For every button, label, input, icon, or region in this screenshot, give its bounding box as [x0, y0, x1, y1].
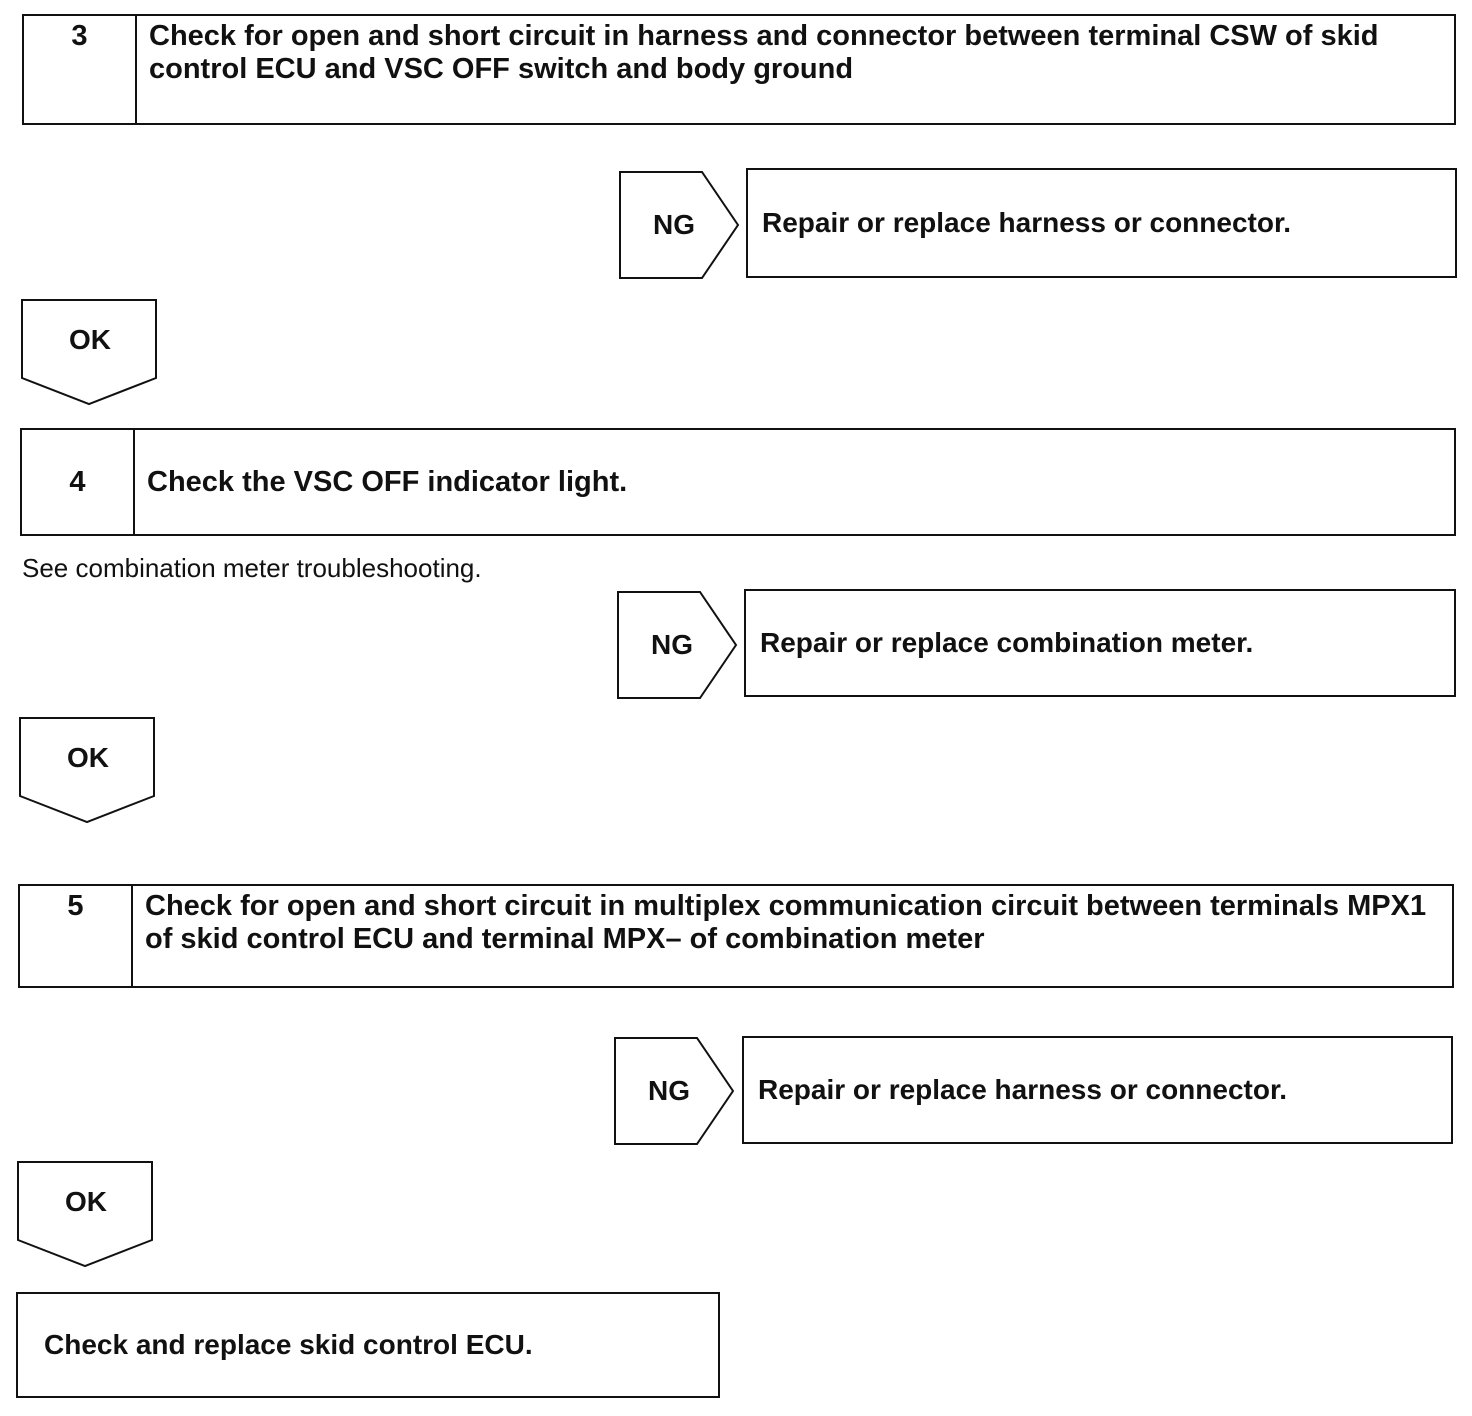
step-note: See combination meter troubleshooting.	[22, 553, 482, 583]
step-number: 3	[24, 16, 137, 123]
step-number: 5	[20, 886, 133, 986]
step-number: 4	[22, 430, 135, 534]
step-description: Check the VSC OFF indicator light.	[147, 465, 628, 498]
ng-label: NG	[648, 1075, 690, 1106]
ng-label: NG	[653, 209, 695, 240]
ng-result-box: Repair or replace harness or connector.	[746, 168, 1457, 278]
ng-label: NG	[651, 629, 693, 660]
step-3-box	[22, 14, 1456, 125]
step-5-box	[18, 884, 1454, 988]
ok-label: OK	[67, 742, 109, 773]
ng-result-box: Repair or replace combination meter.	[744, 589, 1456, 697]
step-description: Check for open and short circuit in multiplex communication circuit between terminals MPX1 of skid control ECU and terminal MPX– of combination meter	[145, 890, 1427, 955]
ok-label: OK	[69, 324, 111, 355]
final-action-box: Check and replace skid control ECU.	[16, 1292, 720, 1398]
ng-result-box: Repair or replace harness or connector.	[742, 1036, 1453, 1144]
step-4-box	[20, 428, 1456, 536]
ok-label: OK	[65, 1186, 107, 1217]
step-description: Check for open and short circuit in harness and connector between terminal CSW of skid control ECU and VSC OFF switch and body ground	[149, 20, 1379, 85]
